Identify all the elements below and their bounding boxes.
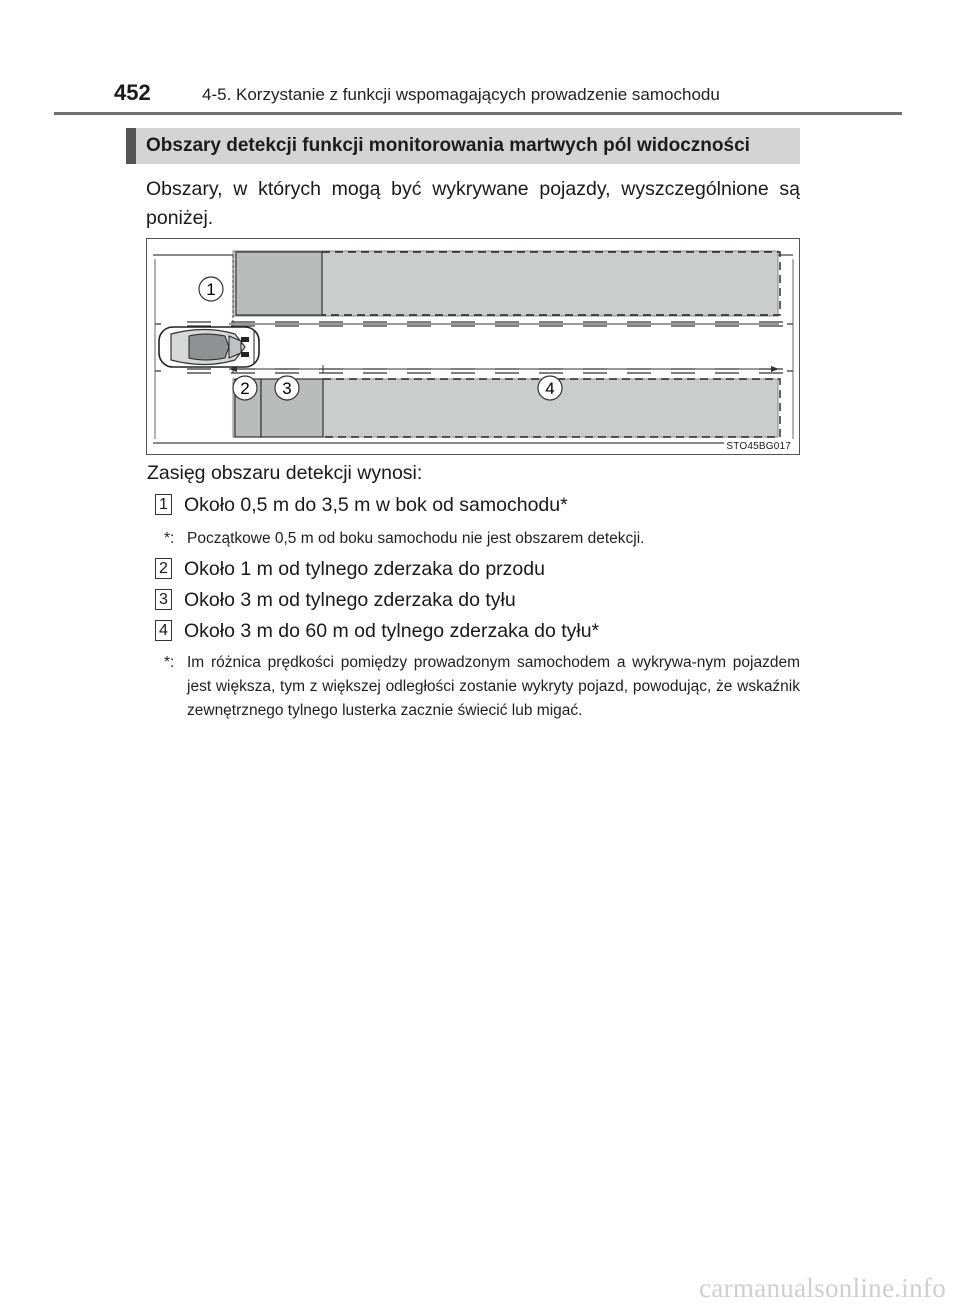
list-item-2 [155, 558, 545, 581]
callout-1 [199, 277, 223, 301]
item-text-4: Około 3 m do 60 m od tylnego zderzaka do tyłu* [184, 620, 600, 642]
detection-area-diagram [147, 239, 801, 456]
chapter-title: 4-5. Korzystanie z funkcji wspomagających prowadzenie samochodu [202, 85, 720, 104]
footnote-1-text: Początkowe 0,5 m od boku samochodu nie jest obszarem detekcji. [187, 530, 645, 547]
page-number: 452 [114, 80, 151, 105]
callout-3 [275, 376, 299, 400]
callout-4 [538, 376, 562, 400]
section-title: Obszary detekcji funkcji monitorowania martwych pól widoczności [146, 135, 750, 156]
item-text-3: Około 3 m od tylnego zderzaka do tyłu [184, 589, 516, 611]
list-item-1 [155, 494, 568, 517]
item-number-3: 3 [155, 589, 172, 610]
figure-code: STO45BG017 [726, 441, 791, 452]
callout-4-label: 4 [545, 379, 555, 398]
list-item-3 [155, 589, 516, 612]
footnote-1-mark: *: [164, 530, 175, 547]
zone-1-near-area [236, 252, 322, 315]
callout-2-label: 2 [240, 379, 250, 398]
section-heading [126, 128, 800, 164]
footnote-2 [164, 651, 800, 723]
range-heading: Zasięg obszaru detekcji wynosi: [147, 462, 423, 484]
list-item-4 [155, 620, 599, 643]
callout-2 [233, 376, 257, 400]
intro-paragraph: Obszary, w których mogą być wykrywane pojazdy, wyszczególnione są poniżej. [146, 178, 800, 229]
item-number-1: 1 [155, 494, 172, 515]
footnote-1 [164, 527, 800, 551]
footnote-2-text: Im różnica prędkości pomiędzy prowadzonym samochodem a wykrywa-nym pojazdem jest większa, tym z większej odległości zostanie wykryty pojazd, powodując, że wskaźnik zewnętrznego tylnego lusterka zacznie świecić lub migać. [187, 654, 800, 719]
detection-area-figure [146, 238, 800, 455]
header-rule [54, 112, 902, 115]
car-icon [159, 327, 259, 367]
callout-1-label: 1 [206, 280, 216, 299]
footnote-2-mark: *: [164, 654, 175, 671]
lane-marking-bottom [187, 369, 783, 373]
item-number-2: 2 [155, 558, 172, 579]
callout-3-label: 3 [282, 379, 292, 398]
item-number-4: 4 [155, 620, 172, 641]
watermark: carmanualsonline.info [699, 1273, 946, 1303]
item-text-2: Około 1 m od tylnego zderzaka do przodu [184, 558, 545, 580]
item-text-1: Około 0,5 m do 3,5 m w bok od samochodu* [184, 494, 568, 516]
